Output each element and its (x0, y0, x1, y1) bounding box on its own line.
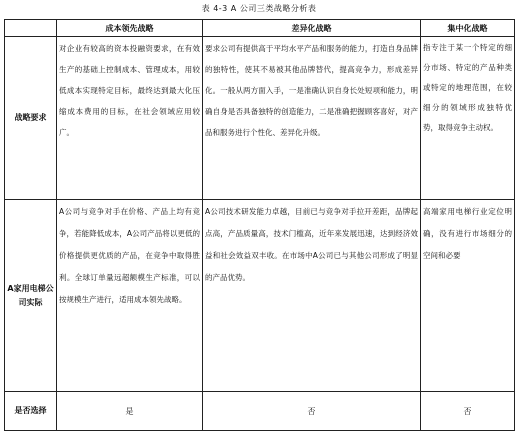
cell-requirement-cost: 对企业有较高的资本投融资要求，在有效生产的基础上控制成本、管理成本，用较低成本实现特定目标，最终达到最大化压缩成本费用的目标，在社会领域应用较广。 (57, 37, 203, 199)
row-label-requirement: 战略要求 (5, 37, 57, 199)
cell-requirement-focus: 指专注于某一个特定的细分市场、特定的产品种类或特定的地理范围，在较细分的领域形成独特优势，取得竞争主动权。 (421, 37, 515, 199)
header-blank (5, 20, 57, 37)
cell-actual-diff: A公司技术研发能力卓越，目前已与竞争对手拉开差距，品牌起点高，产品质量高，技术门槛高，近年来发展迅速，达到经济效益和社会效益双丰收。在市场中A公司已与其他公司形成了明显的产品优势。 (203, 199, 421, 392)
row-choose (5, 392, 515, 431)
header-differentiation: 差异化战略 (203, 20, 421, 37)
row-label-choose: 是否选择 (5, 392, 57, 431)
row-label-actual: A家用电梯公司实际 (5, 199, 57, 392)
strategy-analysis-table (4, 19, 515, 431)
row-requirement (5, 37, 515, 199)
cell-requirement-diff: 要求公司有提供高于平均水平产品和服务的能力，打造自身品牌的独特性，使其不易被其他品牌替代，提高竞争力，形成差异化。一般从两方面入手，一是准确认识自身长处短项和能力，明确自身是否具备独特的创造能力，二是准确把握顾客喜好，对产品和服务进行个性化、差异化升级。 (203, 37, 421, 199)
table-caption: 表 4-3 A 公司三类战略分析表 (201, 4, 317, 13)
cell-actual-cost: A公司与竞争对手在价格、产品上均有竞争，若能降低成本，A公司产品将以更低的价格提供更优质的产品，在竞争中取得胜利。全球订单量远超额模生产标准，可以按规模生产进行，适用成本领先战略。 (57, 199, 203, 392)
cell-choose-cost: 是 (57, 392, 203, 431)
cell-choose-focus: 否 (421, 392, 515, 431)
header-row (5, 20, 515, 37)
header-focus: 集中化战略 (421, 20, 515, 37)
row-actual (5, 199, 515, 392)
cell-actual-focus: 高端家用电梯行业定位明确，没有进行市场细分的空间和必要 (421, 199, 515, 392)
header-cost-leadership: 成本领先战略 (57, 20, 203, 37)
cell-choose-diff: 否 (203, 392, 421, 431)
